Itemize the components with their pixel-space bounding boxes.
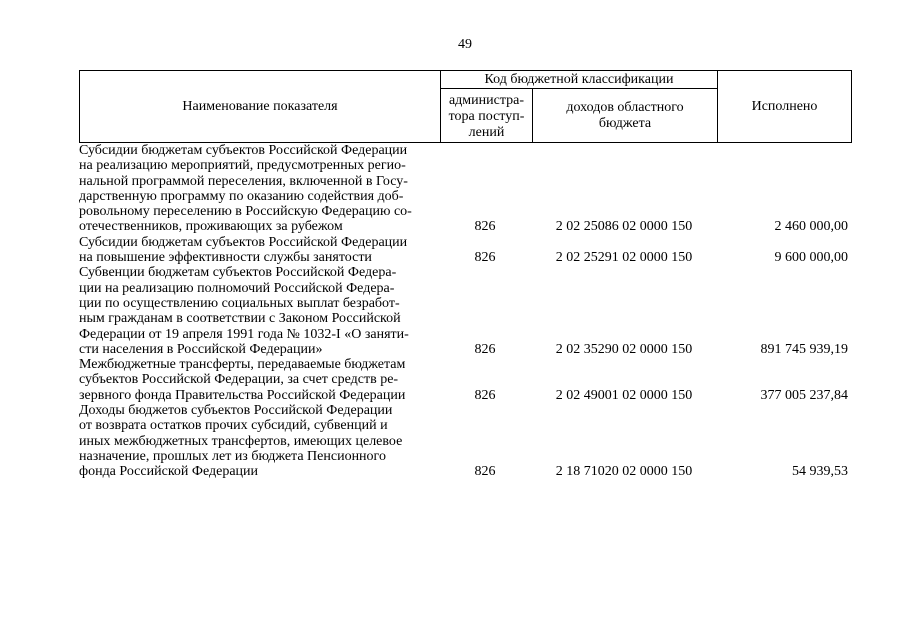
- row-name-line: ции по осуществлению социальных выплат безработ-: [79, 295, 400, 311]
- table-row: [79, 143, 852, 235]
- row-name-line: Субсидии бюджетам субъектов Российской Федерации: [79, 234, 408, 250]
- row-indicator-name: [79, 357, 437, 403]
- table-header: [79, 70, 852, 143]
- row-name-line: иных межбюджетных трансфертов, имеющих целевое: [79, 433, 403, 449]
- row-indicator-name: [79, 265, 437, 357]
- row-executed-amount: 9 600 000,00: [774, 250, 848, 266]
- row-indicator-name: [79, 143, 437, 235]
- row-name-line: Межбюджетные трансферты, передаваемые бюджетам: [79, 357, 406, 373]
- row-name-line: Субвенции бюджетам субъектов Российской Федера-: [79, 265, 397, 281]
- row-executed-amount: 54 939,53: [792, 464, 848, 480]
- row-indicator-name: [79, 403, 437, 479]
- header-budget-classification-group: [440, 71, 718, 143]
- table-row: [79, 403, 852, 479]
- row-name-line: от возврата остатков прочих субсидий, субвенций и: [79, 418, 388, 434]
- row-admin-code: 826: [474, 387, 496, 403]
- row-name-line: на реализацию мероприятий, предусмотренных регио-: [79, 158, 406, 174]
- row-income-code: 2 18 71020 02 0000 150: [555, 464, 693, 480]
- row-name-line: нальной программой переселения, включенной в Госу-: [79, 173, 408, 189]
- row-admin-code: 826: [474, 341, 496, 357]
- row-admin-code: 826: [474, 219, 496, 235]
- table-row: [79, 357, 852, 403]
- row-executed-amount: 891 745 939,19: [760, 341, 848, 357]
- page-number: 49: [458, 37, 472, 52]
- row-name-line: ции на реализацию полномочий Российской Федера-: [79, 280, 395, 296]
- row-name-line: фонда Российской Федерации: [79, 464, 259, 480]
- table-row: [79, 235, 852, 266]
- header-income-line: доходов областного: [566, 100, 684, 115]
- row-name-line: на повышение эффективности службы занятости: [79, 250, 372, 266]
- header-income-line: бюджета: [598, 116, 652, 131]
- row-indicator-name: [79, 235, 437, 266]
- row-name-line: отечественников, проживающих за рубежом: [79, 219, 343, 235]
- header-admin-line: лений: [468, 125, 505, 140]
- row-income-code: 2 02 49001 02 0000 150: [555, 387, 693, 403]
- table-row: [79, 265, 852, 357]
- row-name-line: Субсидии бюджетам субъектов Российской Федерации: [79, 143, 408, 158]
- header-indicator-name: Наименование показателя: [182, 99, 338, 114]
- row-name-line: зервного фонда Правительства Российской Федерации: [79, 387, 406, 403]
- table-body: [79, 143, 852, 480]
- row-income-code: 2 02 25086 02 0000 150: [555, 219, 693, 235]
- row-name-line: дарственную программу по оказанию содействия доб-: [79, 188, 404, 204]
- row-name-line: назначение, прошлых лет из бюджета Пенсионного: [79, 448, 386, 464]
- row-income-code: 2 02 25291 02 0000 150: [555, 250, 693, 266]
- row-name-line: ным гражданам в соответствии с Законом Российской: [79, 311, 401, 327]
- row-executed-amount: 377 005 237,84: [760, 387, 848, 403]
- header-executed: Исполнено: [751, 99, 818, 114]
- row-name-line: сти населения в Российской Федерации»: [79, 341, 323, 357]
- row-admin-code: 826: [474, 464, 496, 480]
- row-name-line: Федерации от 19 апреля 1991 года № 1032-I «О заняти-: [79, 326, 409, 342]
- row-executed-amount: 2 460 000,00: [774, 219, 848, 235]
- row-income-code: 2 02 35290 02 0000 150: [555, 341, 693, 357]
- row-name-line: субъектов Российской Федерации, за счет средств ре-: [79, 372, 399, 388]
- row-name-line: Доходы бюджетов субъектов Российской Федерации: [79, 403, 393, 419]
- header-budget-classification-title: Код бюджетной классификации: [441, 71, 717, 89]
- row-name-line: ровольному переселению в Российскую Федерацию со-: [79, 204, 412, 220]
- header-income-code: [533, 89, 717, 143]
- row-admin-code: 826: [474, 250, 496, 266]
- header-admin-line: тора поступ-: [448, 109, 525, 124]
- header-admin-code: [441, 89, 533, 143]
- header-admin-line: администра-: [448, 93, 525, 108]
